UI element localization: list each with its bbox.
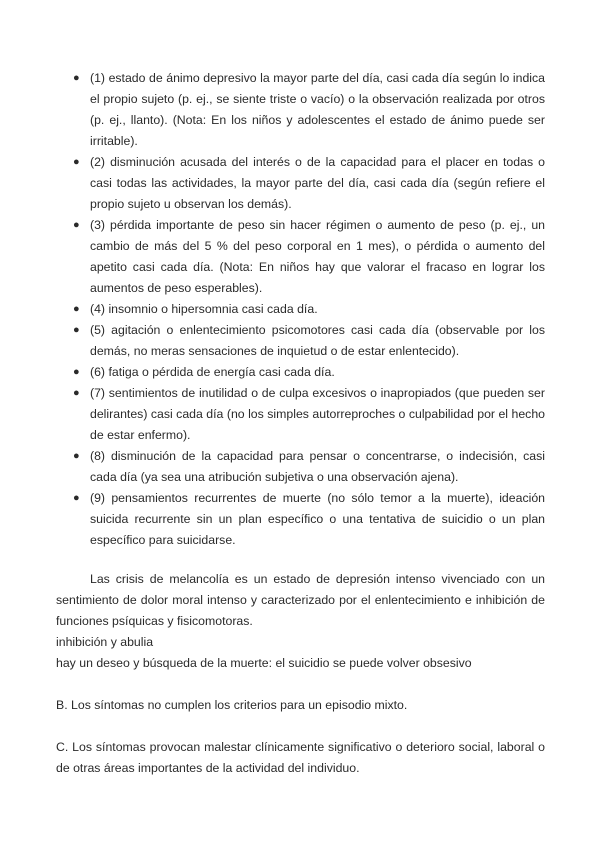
bullet-icon: ● bbox=[73, 219, 80, 231]
criterion-text: (4) insomnio o hipersomnia casi cada día. bbox=[90, 302, 318, 316]
inhibicion-line: inhibición y abulia bbox=[56, 635, 154, 649]
list-item bbox=[73, 488, 545, 551]
bullet-icon: ● bbox=[73, 387, 80, 399]
criterion-b: B. Los síntomas no cumplen los criterios para un episodio mixto. bbox=[56, 698, 408, 712]
list-item bbox=[73, 362, 545, 383]
criterion-text: (9) pensamientos recurrentes de muerte (no sólo temor a la muerte), ideación suicida recurrente sin un plan específico o una tentativa de suicidio o un plan específico para suicidarse. bbox=[90, 491, 545, 547]
bullet-icon: ● bbox=[73, 156, 80, 168]
bullet-icon: ● bbox=[73, 72, 80, 84]
bullet-icon: ● bbox=[73, 492, 80, 504]
list-item bbox=[73, 383, 545, 446]
list-item bbox=[73, 299, 545, 320]
criterion-text: (5) agitación o enlentecimiento psicomotores casi cada día (observable por los demás, no meras sensaciones de inquietud o de estar enlentecido). bbox=[90, 323, 545, 358]
criterion-text: (2) disminución acusada del interés o de la capacidad para el placer en todas o casi todas las actividades, la mayor parte del día, casi cada día (según refiere el propio sujeto u observan los demás). bbox=[90, 155, 545, 211]
list-item bbox=[73, 215, 545, 299]
criterion-text: (1) estado de ánimo depresivo la mayor parte del día, casi cada día según lo indica el propio sujeto (p. ej., se siente triste o vacío) o la observación realizada por otros (p. ej., llanto). (Nota: En los niños y adolescentes el estado de ánimo puede ser irritable). bbox=[90, 71, 545, 148]
criterion-text: (7) sentimientos de inutilidad o de culpa excesivos o inapropiados (que pueden ser delirantes) casi cada día (no los simples autorreproches o culpabilidad por el hecho de estar enfermo). bbox=[90, 386, 545, 442]
list-item bbox=[73, 68, 545, 152]
bullet-icon: ● bbox=[73, 324, 80, 336]
criteria-list bbox=[73, 68, 545, 551]
melancolia-paragraph: Las crisis de melancolía es un estado de depresión intenso vivenciado con un sentimiento de dolor moral intenso y caracterizado por el enlentecimiento e inhibición de funciones psíquicas y fisicomotoras. bbox=[56, 572, 545, 628]
deseo-line: hay un deseo y búsqueda de la muerte: el suicidio se puede volver obsesivo bbox=[56, 656, 472, 670]
criterion-text: (8) disminución de la capacidad para pensar o concentrarse, o indecisión, casi cada día (ya sea una atribución subjetiva o una observación ajena). bbox=[90, 449, 545, 484]
list-item bbox=[73, 320, 545, 362]
list-item bbox=[73, 152, 545, 215]
criterion-text: (6) fatiga o pérdida de energía casi cada día. bbox=[90, 365, 335, 379]
bullet-icon: ● bbox=[73, 366, 80, 378]
criterion-c: C. Los síntomas provocan malestar clínicamente significativo o deterioro social, laboral o de otras áreas importantes de la actividad del individuo. bbox=[56, 740, 545, 775]
criterion-text: (3) pérdida importante de peso sin hacer régimen o aumento de peso (p. ej., un cambio de más del 5 % del peso corporal en 1 mes), o pérdida o aumento del apetito casi cada día. (Nota: En niños hay que valorar el fracaso en lograr los aumentos de peso esperables). bbox=[90, 218, 545, 295]
list-item bbox=[73, 446, 545, 488]
bullet-icon: ● bbox=[73, 303, 80, 315]
bullet-icon: ● bbox=[73, 450, 80, 462]
